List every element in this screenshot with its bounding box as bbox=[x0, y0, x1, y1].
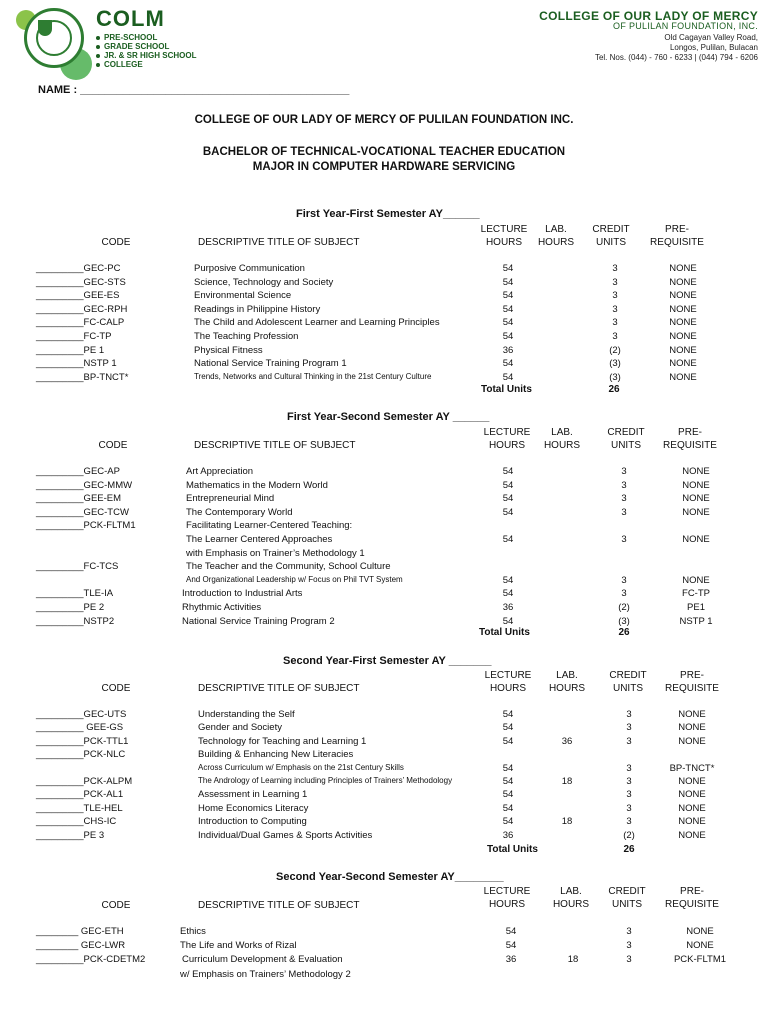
course-code[interactable]: _________GEC-PC bbox=[36, 263, 121, 274]
col-code: CODE bbox=[101, 900, 131, 911]
course-title: Facilitating Learner-Centered Teaching: bbox=[186, 520, 353, 531]
course-title: Introduction to Industrial Arts bbox=[182, 588, 303, 599]
phone-numbers: Tel. Nos. (044) - 760 - 6233 | (044) 794 - 6206 bbox=[594, 53, 758, 62]
course-units: (3) bbox=[609, 358, 621, 369]
course-title: Physical Fitness bbox=[194, 345, 263, 356]
course-lec: 54 bbox=[502, 507, 514, 518]
course-pre: NONE bbox=[678, 830, 706, 841]
course-code[interactable]: _________TLE-IA bbox=[36, 588, 114, 599]
course-units: (2) bbox=[623, 830, 635, 841]
course-title: w/ Emphasis on Trainers’ Methodology 2 bbox=[180, 969, 351, 980]
school-subtitle: OF PULILAN FOUNDATION, INC. bbox=[613, 21, 758, 31]
semester-title: Second Year-Second Semester AY________ bbox=[276, 871, 504, 883]
course-pre: NONE bbox=[682, 493, 710, 504]
course-title: Ethics bbox=[180, 926, 206, 937]
col-title: DESCRIPTIVE TITLE OF SUBJECT bbox=[198, 683, 360, 694]
brand-level: JR. & SR HIGH SCHOOL bbox=[104, 51, 197, 60]
course-lec: 54 bbox=[502, 789, 514, 800]
course-title: Art Appreciation bbox=[186, 466, 254, 477]
course-units: (2) bbox=[618, 602, 630, 613]
course-title: National Service Training Program 2 bbox=[182, 616, 335, 627]
program-title: BACHELOR OF TECHNICAL-VOCATIONAL TEACHER EDUCATION bbox=[202, 146, 566, 158]
course-pre: NONE bbox=[669, 304, 697, 315]
course-pre: NONE bbox=[678, 722, 706, 733]
semester-title: First Year-Second Semester AY ______ bbox=[287, 411, 490, 423]
course-lec: 54 bbox=[502, 304, 514, 315]
course-code[interactable]: _________ GEE-GS bbox=[36, 722, 124, 733]
brand-level: PRE-SCHOOL bbox=[104, 33, 158, 42]
course-pre: NSTP 1 bbox=[679, 616, 713, 627]
course-code[interactable]: _________PE 3 bbox=[36, 830, 105, 841]
brand-level: GRADE SCHOOL bbox=[104, 42, 170, 51]
col-code: CODE bbox=[101, 237, 131, 248]
total-units-label: Total Units bbox=[487, 844, 538, 855]
col-title: DESCRIPTIVE TITLE OF SUBJECT bbox=[194, 440, 356, 451]
course-lec: 54 bbox=[502, 277, 514, 288]
semester-title: First Year-First Semester AY______ bbox=[296, 208, 480, 220]
course-code[interactable]: _________PCK-TTL1 bbox=[36, 736, 129, 747]
course-code[interactable]: _________PCK-ALPM bbox=[36, 776, 133, 787]
col-lab: LAB. HOURS bbox=[543, 427, 581, 451]
course-title: Building & Enhancing New Literacies bbox=[198, 749, 354, 760]
name-field[interactable]: NAME : ____________________________________________ bbox=[38, 84, 350, 96]
course-units: 3 bbox=[626, 926, 632, 937]
course-code[interactable]: _________GEE-ES bbox=[36, 290, 120, 301]
course-title: Home Economics Literacy bbox=[198, 803, 309, 814]
course-lec: 54 bbox=[505, 926, 517, 937]
course-lec: 54 bbox=[502, 736, 514, 747]
course-units: (3) bbox=[609, 372, 621, 383]
course-units: 3 bbox=[626, 803, 632, 814]
course-lec: 54 bbox=[502, 763, 514, 774]
course-pre: NONE bbox=[678, 736, 706, 747]
col-prereq: PRE- REQUISITE bbox=[663, 427, 717, 451]
course-units: 3 bbox=[621, 588, 627, 599]
course-pre: NONE bbox=[678, 789, 706, 800]
course-lec: 54 bbox=[502, 480, 514, 491]
course-code[interactable]: _________PE 2 bbox=[36, 602, 105, 613]
course-code[interactable]: _________GEC-UTS bbox=[36, 709, 127, 720]
course-units: 3 bbox=[612, 317, 618, 328]
course-code[interactable]: _________NSTP 1 bbox=[36, 358, 117, 369]
course-title: with Emphasis on Trainer’s Methodology 1 bbox=[186, 548, 365, 559]
course-code[interactable]: _________GEC-AP bbox=[36, 466, 120, 477]
course-title: Introduction to Computing bbox=[198, 816, 307, 827]
course-lec: 54 bbox=[502, 816, 514, 827]
course-title: Readings in Philippine History bbox=[194, 304, 321, 315]
course-units: 3 bbox=[626, 709, 632, 720]
course-code[interactable]: _________PCK-CDETM2 bbox=[36, 954, 146, 965]
course-lab: 18 bbox=[567, 954, 579, 965]
program-major: MAJOR IN COMPUTER HARDWARE SERVICING bbox=[252, 161, 516, 173]
course-code[interactable]: ________ GEC-ETH bbox=[36, 926, 124, 937]
course-units: 3 bbox=[626, 816, 632, 827]
col-lab: LAB. HOURS bbox=[548, 670, 586, 694]
col-prereq: PRE- REQUISITE bbox=[665, 886, 719, 910]
course-pre: NONE bbox=[669, 372, 697, 383]
seal-icon bbox=[24, 8, 84, 68]
course-code[interactable]: _________CHS-IC bbox=[36, 816, 117, 827]
course-units: 3 bbox=[621, 480, 627, 491]
col-prereq: PRE- REQUISITE bbox=[665, 670, 719, 694]
course-title: Rhythmic Activities bbox=[182, 602, 262, 613]
course-lab: 36 bbox=[561, 736, 573, 747]
course-units: (3) bbox=[618, 616, 630, 627]
course-lab: 18 bbox=[561, 816, 573, 827]
course-title: Environmental Science bbox=[194, 290, 292, 301]
course-pre: NONE bbox=[678, 816, 706, 827]
col-lecture: LECTURE HOURS bbox=[480, 224, 528, 248]
course-code[interactable]: _________PE 1 bbox=[36, 345, 105, 356]
col-title: DESCRIPTIVE TITLE OF SUBJECT bbox=[198, 237, 360, 248]
course-lec: 54 bbox=[502, 709, 514, 720]
course-pre: NONE bbox=[682, 466, 710, 477]
course-pre: FC-TP bbox=[682, 588, 710, 599]
course-lec: 54 bbox=[505, 940, 517, 951]
course-lec: 36 bbox=[502, 602, 514, 613]
course-units: 3 bbox=[626, 736, 632, 747]
course-lec: 54 bbox=[502, 722, 514, 733]
total-units-value: 26 bbox=[608, 384, 620, 395]
course-title: Mathematics in the Modern World bbox=[186, 480, 328, 491]
course-title: Entrepreneurial Mind bbox=[186, 493, 275, 504]
course-units: 3 bbox=[612, 331, 618, 342]
course-title: The Child and Adolescent Learner and Learning Principles bbox=[194, 317, 440, 328]
semester-title: Second Year-First Semester AY _______ bbox=[283, 655, 492, 667]
course-title: The Life and Works of Rizal bbox=[180, 940, 297, 951]
course-pre: NONE bbox=[678, 709, 706, 720]
brand-levels bbox=[96, 33, 196, 69]
course-pre: BP-TNCT* bbox=[669, 763, 715, 774]
col-lab: LAB. HOURS bbox=[552, 886, 590, 910]
course-lec: 54 bbox=[502, 263, 514, 274]
course-lec: 54 bbox=[502, 616, 514, 627]
course-title: Technology for Teaching and Learning 1 bbox=[198, 736, 367, 747]
course-units: 3 bbox=[612, 277, 618, 288]
course-code[interactable]: _________GEC-TCW bbox=[36, 507, 129, 518]
course-code[interactable]: _________FC-TP bbox=[36, 331, 112, 342]
course-pre: NONE bbox=[678, 803, 706, 814]
course-lec: 54 bbox=[502, 290, 514, 301]
course-lec: 54 bbox=[502, 331, 514, 342]
course-pre: NONE bbox=[669, 290, 697, 301]
course-title: And Organizational Leadership w/ Focus on Phil TVT System bbox=[186, 575, 403, 584]
col-credit: CREDIT UNITS bbox=[608, 886, 646, 910]
course-units: 3 bbox=[621, 493, 627, 504]
course-pre: NONE bbox=[682, 575, 710, 586]
course-code[interactable]: _________TLE-HEL bbox=[36, 803, 123, 814]
col-lecture: LECTURE HOURS bbox=[484, 670, 532, 694]
course-pre: NONE bbox=[669, 277, 697, 288]
course-title: Across Curriculum w/ Emphasis on the 21st Century Skills bbox=[198, 763, 404, 772]
course-pre: NONE bbox=[678, 776, 706, 787]
col-code: CODE bbox=[101, 683, 131, 694]
institution-title: COLLEGE OF OUR LADY OF MERCY OF PULILAN FOUNDATION INC. bbox=[194, 114, 574, 126]
course-pre: NONE bbox=[686, 940, 714, 951]
course-units: 3 bbox=[626, 789, 632, 800]
course-lec: 54 bbox=[502, 493, 514, 504]
course-code[interactable]: _________GEE-EM bbox=[36, 493, 122, 504]
col-prereq: PRE- REQUISITE bbox=[650, 224, 704, 248]
course-lec: 36 bbox=[505, 954, 517, 965]
brand-name: COLM bbox=[96, 6, 165, 31]
course-title: The Teaching Profession bbox=[194, 331, 299, 342]
course-units: 3 bbox=[621, 575, 627, 586]
course-pre: NONE bbox=[682, 507, 710, 518]
course-code[interactable]: _________GEC-RPH bbox=[36, 304, 128, 315]
course-lec: 36 bbox=[502, 345, 514, 356]
address-line-1: Old Cagayan Valley Road, bbox=[664, 33, 758, 42]
course-code[interactable]: _________PCK-FLTM1 bbox=[36, 520, 136, 531]
course-lec: 54 bbox=[502, 776, 514, 787]
course-code[interactable]: ________ GEC-LWR bbox=[36, 940, 126, 951]
col-lecture: LECTURE HOURS bbox=[483, 427, 531, 451]
colm-logo bbox=[22, 8, 94, 80]
course-units: 3 bbox=[612, 263, 618, 274]
course-title: Gender and Society bbox=[198, 722, 282, 733]
col-lab: LAB. HOURS bbox=[537, 224, 575, 248]
course-units: 3 bbox=[626, 722, 632, 733]
course-code[interactable]: _________FC-TCS bbox=[36, 561, 119, 572]
course-lec: 36 bbox=[502, 830, 514, 841]
col-code: CODE bbox=[98, 440, 128, 451]
course-pre: NONE bbox=[669, 317, 697, 328]
course-title: Understanding the Self bbox=[198, 709, 295, 720]
course-title: Assessment in Learning 1 bbox=[198, 789, 308, 800]
course-units: 3 bbox=[621, 466, 627, 477]
course-pre: PE1 bbox=[687, 602, 705, 613]
course-lec: 54 bbox=[502, 588, 514, 599]
total-units-label: Total Units bbox=[481, 384, 532, 395]
course-lec: 54 bbox=[502, 358, 514, 369]
course-code[interactable]: _________GEC-MMW bbox=[36, 480, 133, 491]
course-code[interactable]: _________PCK-NLC bbox=[36, 749, 126, 760]
course-title: Trends, Networks and Cultural Thinking in the 21st Century Culture bbox=[194, 372, 432, 381]
course-title: National Service Training Program 1 bbox=[194, 358, 347, 369]
course-pre: NONE bbox=[682, 534, 710, 545]
course-lec: 54 bbox=[502, 803, 514, 814]
col-title: DESCRIPTIVE TITLE OF SUBJECT bbox=[198, 900, 360, 911]
course-title: The Andrology of Learning including Principles of Trainers’ Methodology bbox=[198, 776, 453, 785]
course-pre: NONE bbox=[686, 926, 714, 937]
course-units: 3 bbox=[612, 290, 618, 301]
course-pre: PCK-FLTM1 bbox=[673, 954, 727, 965]
course-title: Individual/Dual Games & Sports Activities bbox=[198, 830, 373, 841]
course-code[interactable]: _________FC-CALP bbox=[36, 317, 125, 328]
course-title: The Contemporary World bbox=[186, 507, 293, 518]
course-units: 3 bbox=[626, 776, 632, 787]
course-lec: 54 bbox=[502, 534, 514, 545]
course-title: The Learner Centered Approaches bbox=[186, 534, 333, 545]
course-pre: NONE bbox=[669, 331, 697, 342]
school-name: COLLEGE OF OUR LADY OF MERCY bbox=[539, 9, 758, 23]
col-credit: CREDIT UNITS bbox=[592, 224, 630, 248]
course-units: 3 bbox=[621, 534, 627, 545]
total-units-label: Total Units bbox=[479, 627, 530, 638]
course-pre: NONE bbox=[669, 263, 697, 274]
course-title: Curriculum Development & Evaluation bbox=[182, 954, 343, 965]
course-code[interactable]: _________NSTP2 bbox=[36, 616, 115, 627]
course-lec: 54 bbox=[502, 575, 514, 586]
course-lec: 54 bbox=[502, 372, 514, 383]
course-code[interactable]: _________BP-TNCT* bbox=[36, 372, 129, 383]
course-units: 3 bbox=[626, 940, 632, 951]
course-pre: NONE bbox=[682, 480, 710, 491]
course-lec: 54 bbox=[502, 466, 514, 477]
course-pre: NONE bbox=[669, 358, 697, 369]
course-title: The Teacher and the Community, School Culture bbox=[186, 561, 391, 572]
total-units-value: 26 bbox=[618, 627, 630, 638]
brand-level: COLLEGE bbox=[104, 60, 143, 69]
course-units: 3 bbox=[612, 304, 618, 315]
course-lab: 18 bbox=[561, 776, 573, 787]
total-units-value: 26 bbox=[623, 844, 635, 855]
course-pre: NONE bbox=[669, 345, 697, 356]
col-credit: CREDIT UNITS bbox=[609, 670, 647, 694]
course-units: (2) bbox=[609, 345, 621, 356]
course-units: 3 bbox=[626, 954, 632, 965]
col-credit: CREDIT UNITS bbox=[607, 427, 645, 451]
course-code[interactable]: _________PCK-AL1 bbox=[36, 789, 124, 800]
col-lecture: LECTURE HOURS bbox=[483, 886, 531, 910]
course-title: Purposive Communication bbox=[194, 263, 305, 274]
course-title: Science, Technology and Society bbox=[194, 277, 334, 288]
course-code[interactable]: _________GEC-STS bbox=[36, 277, 126, 288]
course-units: 3 bbox=[621, 507, 627, 518]
address-line-2: Longos, Pulilan, Bulacan bbox=[669, 43, 758, 52]
course-lec: 54 bbox=[502, 317, 514, 328]
course-units: 3 bbox=[626, 763, 632, 774]
